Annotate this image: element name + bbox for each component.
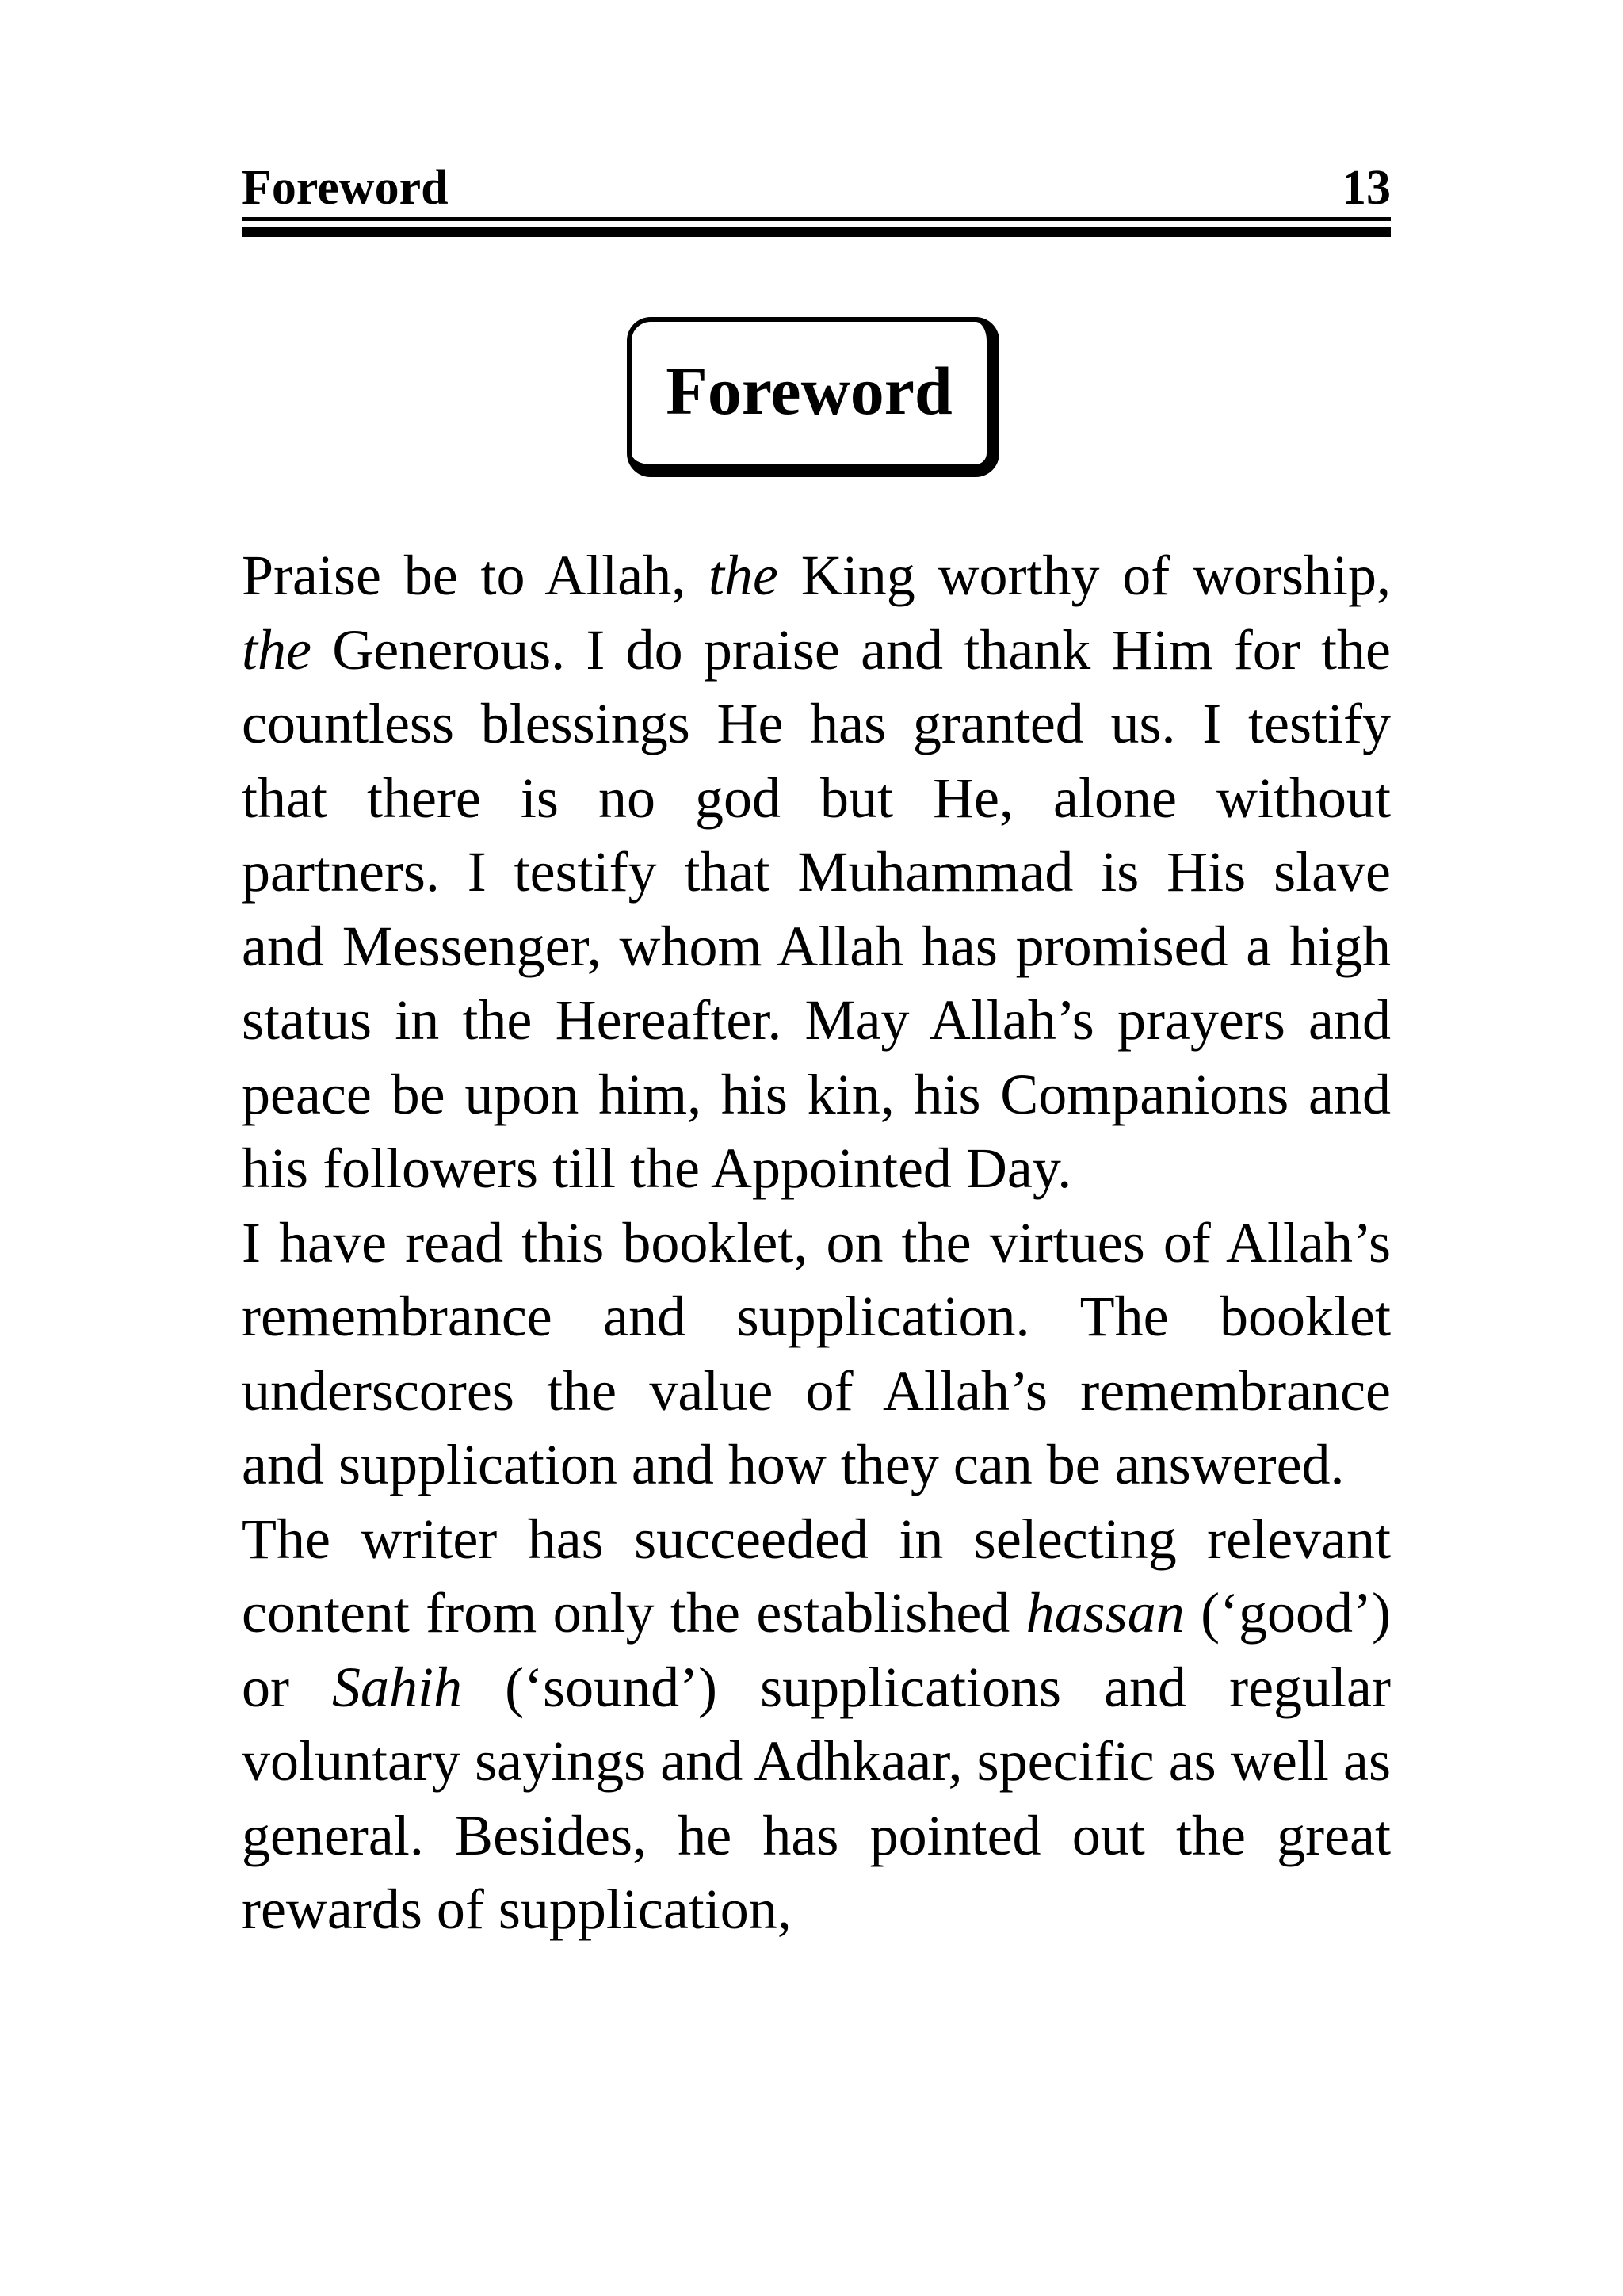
text-run: I have read this booklet, on the virtues of Allah’s remembrance and supplication. The booklet underscores the value of Allah’s remembrance and supplication and how they can be answered. [242, 1210, 1391, 1496]
page-number: 13 [1342, 161, 1391, 215]
text-run: The writer has succeeded in selecting relevant content from only the established [242, 1507, 1391, 1645]
header-rule-thin [242, 217, 1391, 221]
running-header-title: Foreword [242, 161, 449, 215]
chapter-title: Foreword [666, 353, 953, 429]
italic-text: the [242, 617, 311, 682]
text-run: Praise be to Allah, [242, 544, 708, 607]
body-text [242, 539, 1391, 1947]
chapter-title-box [627, 317, 999, 477]
paragraph-2 [242, 1206, 1391, 1503]
paragraph-1 [242, 539, 1391, 1206]
text-run: Generous. I do praise and thank Him for the countless blessings He has granted us. I testify that there is no god but He, alone without partners. I testify that Muhammad is His slave and Messenger, whom Allah has promised a high status in the Hereafter. May Allah’s prayers and peace be upon him, his kin, his Companions and his followers till the Appointed Day. [242, 617, 1391, 1200]
text-run: (‘sound’) supplications and regular voluntary sayings and Adhkaar, specific as well as general. Besides, he has pointed out the great rewards of supplication, [242, 1655, 1391, 1941]
text-run: (‘good’) or [242, 1581, 1392, 1719]
italic-text: hassan [1025, 1581, 1185, 1645]
running-header [242, 149, 1391, 215]
italic-text: Sahih [332, 1655, 463, 1719]
italic-text: the [708, 544, 778, 607]
header-rule-thick [242, 227, 1391, 237]
text-run: King worthy of worship, [777, 544, 1392, 607]
paragraph-3 [242, 1503, 1391, 1947]
